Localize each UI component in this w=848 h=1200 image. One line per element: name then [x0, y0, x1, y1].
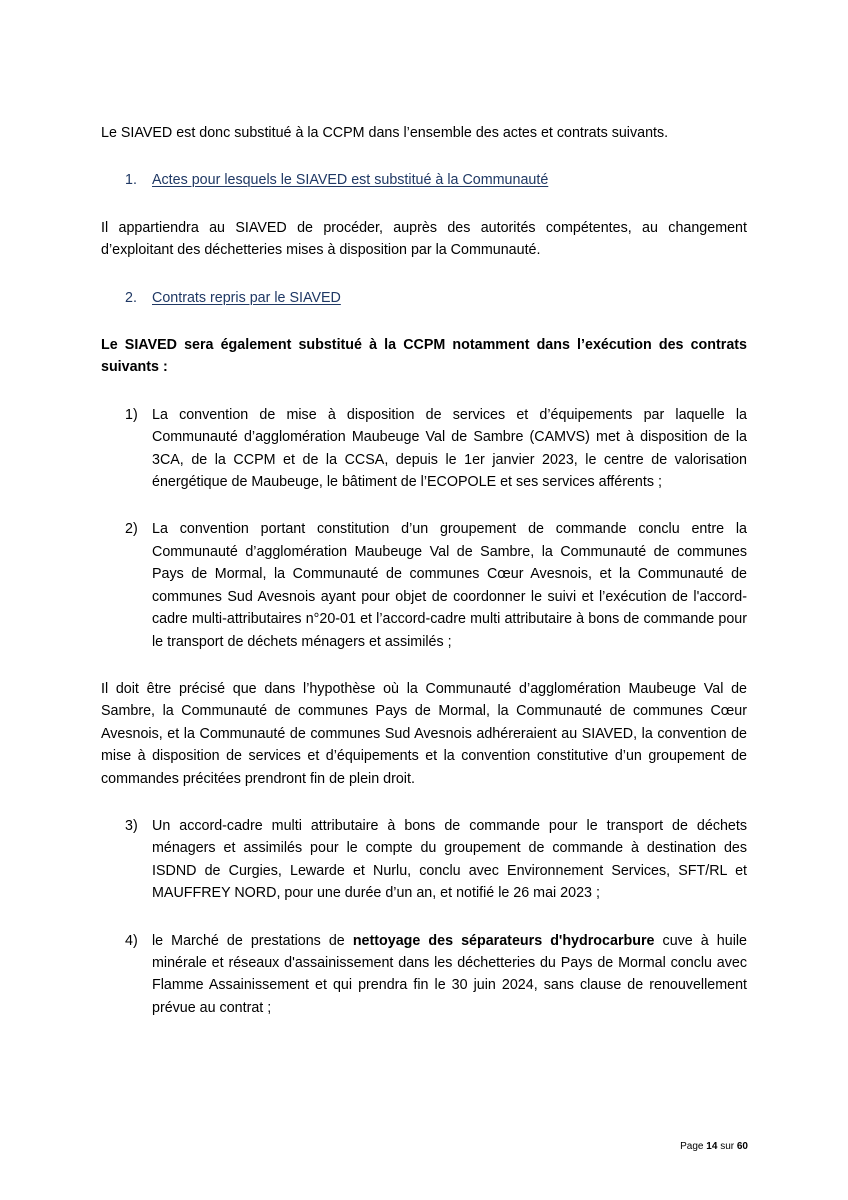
page-label: Page [680, 1141, 704, 1152]
list-item [101, 930, 747, 1020]
intro-paragraph: Le SIAVED est donc substitué à la CCPM dans l’ensemble des actes et contrats suivants. [101, 125, 669, 141]
bold-text-run: nettoyage des séparateurs d'hydrocarbure [352, 932, 655, 949]
section-title: Contrats repris par le SIAVED [152, 289, 341, 306]
section-title: Actes pour lesquels le SIAVED est substitué à la Communauté [152, 172, 549, 189]
list-item [101, 518, 747, 652]
section-number: 1. [125, 172, 137, 189]
list-item [101, 404, 747, 494]
list-marker: 4) [125, 932, 138, 949]
list-item [101, 815, 747, 905]
section-2-lead: Le SIAVED sera également substitué à la CCPM notamment dans l’exécution des contrats suivants : [101, 337, 747, 376]
text-run: le Marché de prestations de [152, 932, 353, 949]
list-item-text: La convention de mise à disposition de services et d’équipements par laquelle la Communauté d’agglomération Maubeuge Val de Sambre (CAMVS) met à disposition de la 3CA, de la CCPM et de la CCSA, depuis le 1er janvier 2023, le centre de valorisation énergétique de Maubeuge, le bâtiment de l’ECOPOLE et ses services afférents ; [152, 406, 747, 491]
page-footer [680, 1136, 748, 1158]
section-1-paragraph: Il appartiendra au SIAVED de procéder, auprès des autorités compétentes, au changement d’exploitant des déchetteries mises à disposition par la Communauté. [101, 219, 747, 259]
section-heading-2 [101, 287, 747, 309]
page-number: 14 [706, 1141, 718, 1152]
list-item-text [152, 930, 747, 1020]
middle-paragraph: Il doit être précisé que dans l’hypothèse où la Communauté d’agglomération Maubeuge Val de Sambre, la Communauté de communes Pays de Mormal, la Communauté de communes Cœur Avesnois, et la Communauté de communes Sud Avesnois adhéreraient au SIAVED, la convention de mise à disposition de services et d’équipements et la convention constitutive d’un groupement de commandes précitées prendront fin de plein droit. [101, 680, 747, 787]
text-run: cuve à huile minérale et réseaux d'assainissement dans les déchetteries du Pays de Mormal conclu avec Flamme Assainissement et qui prendra fin le 30 juin 2024, sans clause de renouvellement prévue au contrat ; [152, 932, 748, 1016]
page-content [101, 122, 747, 1044]
list-marker: 1) [125, 406, 138, 423]
list-item-text: La convention portant constitution d’un groupement de commande conclu entre la Communauté d’agglomération Maubeuge Val de Sambre, la Communauté de communes Pays de Mormal, la Communauté de communes Cœur Avesnois, et la Communauté de communes Sud Avesnois ayant pour objet de coordonner le suivi et l’exécution de l'accord-cadre multi-attributaires n°20-01 et l’accord-cadre multi attributaire à bons de commande pour le transport de déchets ménagers et assimilés ; [152, 521, 747, 650]
list-item-text: Un accord-cadre multi attributaire à bons de commande pour le transport de déchets ménagers et assimilés pour le compte du groupement de commande à destination des ISDND de Curgies, Lewarde et Nurlu, conclu avec Environnement Services, SFT/RL et MAUFFREY NORD, pour une durée d’un an, et notifié le 26 mai 2023 ; [152, 817, 747, 902]
section-number: 2. [125, 289, 137, 306]
of-label: sur [720, 1141, 735, 1152]
section-heading-1 [101, 169, 747, 191]
total-pages: 60 [736, 1141, 748, 1152]
list-marker: 3) [125, 817, 138, 834]
list-marker: 2) [125, 521, 138, 538]
